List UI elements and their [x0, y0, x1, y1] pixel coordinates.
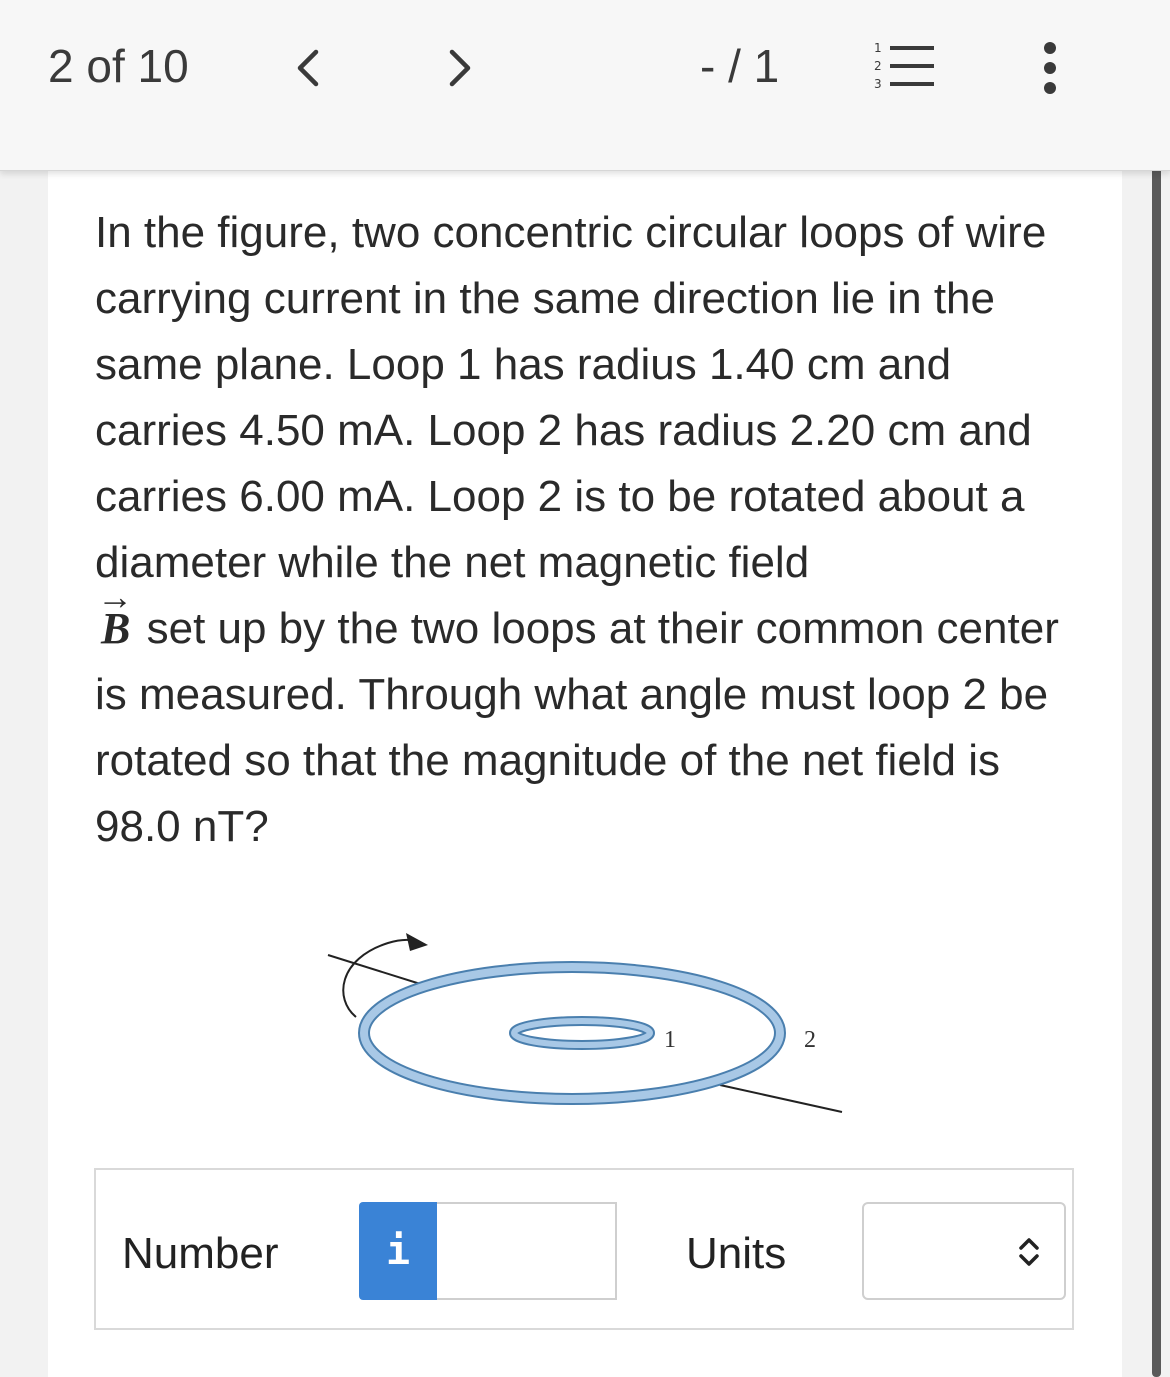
units-select[interactable] — [862, 1202, 1066, 1300]
figure-svg — [320, 915, 860, 1125]
svg-text:1: 1 — [874, 41, 882, 55]
units-label: Units — [686, 1229, 787, 1278]
previous-question-button[interactable] — [288, 44, 328, 92]
loop-2-fill — [364, 967, 780, 1099]
answer-row — [94, 1168, 1074, 1330]
top-navigation-bar — [0, 0, 1170, 171]
number-input[interactable] — [437, 1202, 617, 1300]
rotation-axis-right — [720, 1085, 842, 1112]
loop-1-label: 1 — [664, 1027, 676, 1053]
svg-text:3: 3 — [874, 77, 882, 91]
number-label: Number — [122, 1229, 279, 1278]
scrollbar[interactable] — [1152, 120, 1161, 1377]
chevron-right-icon — [448, 48, 472, 88]
info-button[interactable]: i — [359, 1202, 437, 1300]
question-list-button[interactable] — [872, 40, 936, 92]
chevron-left-icon — [296, 48, 320, 88]
question-text — [95, 200, 1085, 860]
b-vector-symbol — [97, 577, 133, 662]
loop-2-label: 2 — [804, 1027, 816, 1053]
score-display: - / 1 — [700, 40, 780, 92]
vector-arrow: → — [97, 577, 133, 617]
question-text-part1: In the figure, two concentric circular loops of wire carrying current in the same direction lie in the same plane. Loop 1 has radius 1.40 cm and carries 4.50 mA. Loop 2 has radius 2.20 cm and carries 6.00 mA. Loop 2 is to be rotated about a diameter while the net magnetic field — [95, 208, 1047, 587]
concentric-loops-figure — [320, 915, 860, 1125]
more-vertical-icon — [1032, 40, 1068, 96]
vector-letter: B — [101, 604, 131, 653]
svg-text:2: 2 — [874, 59, 882, 73]
next-question-button[interactable] — [440, 44, 480, 92]
question-text-part2: set up by the two loops at their common center is measured. Through what angle must loop 2 be rotated so that the magnitude of the net field is 98.0 nT? — [95, 604, 1059, 851]
question-counter: 2 of 10 — [48, 40, 189, 92]
more-options-button[interactable] — [1032, 40, 1068, 96]
numbered-list-icon — [872, 40, 936, 92]
rotation-arrowhead-icon — [406, 933, 428, 951]
chevron-up-down-icon — [1014, 1234, 1044, 1270]
